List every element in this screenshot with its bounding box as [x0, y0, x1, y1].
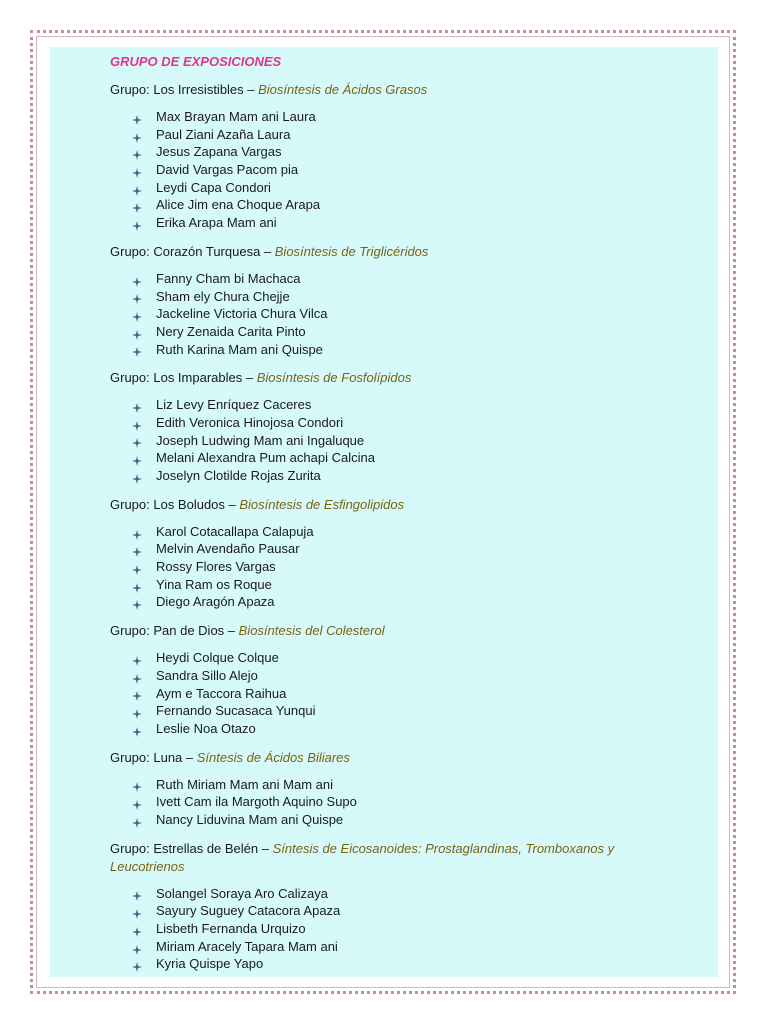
- group-section-6: [110, 749, 670, 829]
- group-list: [110, 81, 670, 973]
- sparkle-bullet-icon: [132, 562, 142, 572]
- member-list: [110, 108, 670, 232]
- member-name: Ruth Miriam Mam ani Mam ani: [156, 776, 333, 792]
- member-item: [132, 593, 670, 611]
- sparkle-bullet-icon: [132, 400, 142, 410]
- sparkle-bullet-icon: [132, 309, 142, 319]
- member-item: [132, 432, 670, 450]
- member-item: [132, 161, 670, 179]
- member-list: [110, 270, 670, 358]
- sparkle-bullet-icon: [132, 597, 142, 607]
- member-name: Erika Arapa Mam ani: [156, 215, 277, 231]
- member-name: Aym e Taccora Raihua: [156, 685, 287, 701]
- sparkle-bullet-icon: [132, 906, 142, 916]
- member-item: [132, 288, 670, 306]
- group-topic: Biosíntesis del Colesterol: [238, 623, 385, 639]
- sparkle-bullet-icon: [132, 924, 142, 934]
- member-name: Heydi Colque Colque: [156, 650, 279, 666]
- member-item: [132, 576, 670, 594]
- sparkle-bullet-icon: [132, 942, 142, 952]
- member-name: Leydi Capa Condori: [156, 179, 271, 195]
- sparkle-bullet-icon: [132, 344, 142, 354]
- group-label: Grupo: Corazón Turquesa –: [110, 243, 275, 259]
- sparkle-bullet-icon: [132, 418, 142, 428]
- member-name: Joselyn Clotilde Rojas Zurita: [156, 468, 321, 483]
- member-item: [132, 108, 670, 126]
- member-item: [132, 885, 670, 903]
- member-item: [132, 323, 670, 341]
- group-heading: [110, 243, 670, 261]
- member-name: Paul Ziani Azaña Laura: [156, 126, 291, 142]
- group-heading: [110, 840, 670, 876]
- sparkle-bullet-icon: [132, 653, 142, 663]
- sparkle-bullet-icon: [132, 706, 142, 716]
- group-label: Grupo: Los Irresistibles –: [110, 82, 259, 97]
- member-list: [110, 396, 670, 484]
- member-item: [132, 126, 670, 144]
- member-list: [110, 523, 670, 611]
- sparkle-bullet-icon: [132, 779, 142, 789]
- group-topic: Síntesis de Ácidos Biliares: [196, 749, 350, 765]
- sparkle-bullet-icon: [132, 815, 142, 825]
- member-name: Nery Zenaida Carita Pinto: [156, 323, 306, 339]
- member-item: [132, 793, 670, 811]
- member-name: Sham ely Chura Chejje: [156, 288, 290, 304]
- sparkle-bullet-icon: [132, 959, 142, 969]
- sparkle-bullet-icon: [132, 165, 142, 175]
- member-name: Alice Jim ena Choque Arapa: [156, 197, 321, 213]
- member-name: Melani Alexandra Pum achapi Calcina: [156, 450, 375, 466]
- group-heading: [110, 81, 670, 99]
- sparkle-bullet-icon: [132, 671, 142, 681]
- sparkle-bullet-icon: [132, 797, 142, 807]
- sparkle-bullet-icon: [132, 274, 142, 284]
- group-label: Grupo: Los Boludos –: [110, 496, 240, 512]
- member-name: Jackeline Victoria Chura Vilca: [156, 306, 328, 322]
- group-label: Grupo: Pan de Dios –: [110, 623, 239, 639]
- member-item: [132, 396, 670, 414]
- member-name: Rossy Flores Vargas: [156, 559, 276, 575]
- group-section-7: [110, 840, 670, 973]
- group-label: Grupo: Los Imparables –: [110, 370, 257, 386]
- group-topic: Biosíntesis de Ácidos Grasos: [258, 82, 428, 97]
- member-item: [132, 540, 670, 558]
- group-heading: [110, 369, 670, 387]
- member-item: [132, 523, 670, 541]
- member-item: [132, 685, 670, 703]
- sparkle-bullet-icon: [132, 688, 142, 698]
- member-name: Max Brayan Mam ani Laura: [156, 109, 316, 124]
- sparkle-bullet-icon: [132, 147, 142, 157]
- member-name: Jesus Zapana Vargas: [156, 144, 282, 160]
- member-item: [132, 649, 670, 667]
- member-name: Edith Veronica Hinojosa Condori: [156, 414, 344, 430]
- group-label: Grupo: Estrellas de Belén –: [110, 840, 273, 856]
- sparkle-bullet-icon: [132, 888, 142, 898]
- member-name: Ivett Cam ila Margoth Aquino Supo: [156, 794, 357, 810]
- member-name: Melvin Avendaño Pausar: [156, 541, 300, 557]
- sparkle-bullet-icon: [132, 291, 142, 301]
- sparkle-bullet-icon: [132, 112, 142, 122]
- member-name: Joseph Ludwing Mam ani Ingaluque: [156, 432, 365, 448]
- member-list: [110, 649, 670, 737]
- member-name: Liz Levy Enríquez Caceres: [156, 397, 312, 413]
- member-item: [132, 558, 670, 576]
- sparkle-bullet-icon: [132, 471, 142, 481]
- sparkle-bullet-icon: [132, 527, 142, 537]
- group-topic: Biosíntesis de Triglicéridos: [274, 243, 429, 259]
- sparkle-bullet-icon: [132, 544, 142, 554]
- sparkle-bullet-icon: [132, 183, 142, 193]
- member-item: [132, 341, 670, 359]
- sparkle-bullet-icon: [132, 218, 142, 228]
- group-section-5: [110, 622, 670, 737]
- sparkle-bullet-icon: [132, 453, 142, 463]
- member-name: Solangel Soraya Aro Calizaya: [156, 885, 328, 901]
- document-body: [110, 53, 670, 984]
- group-heading: [110, 622, 670, 640]
- member-item: [132, 449, 670, 467]
- member-item: [132, 196, 670, 214]
- member-item: [132, 305, 670, 323]
- member-item: [132, 143, 670, 161]
- sparkle-bullet-icon: [132, 435, 142, 445]
- sparkle-bullet-icon: [132, 327, 142, 337]
- group-topic: Biosíntesis de Fosfolípidos: [256, 370, 412, 386]
- group-heading: [110, 496, 670, 514]
- group-section-1: [110, 81, 670, 232]
- member-item: [132, 776, 670, 794]
- member-name: Lisbeth Fernanda Urquizo: [156, 921, 306, 936]
- group-section-4: [110, 496, 670, 611]
- member-item: [132, 920, 670, 938]
- member-name: Miriam Aracely Tapara Mam ani: [156, 938, 338, 954]
- group-heading: [110, 749, 670, 767]
- member-item: [132, 720, 670, 738]
- member-item: [132, 270, 670, 288]
- member-item: [132, 414, 670, 432]
- member-item: [132, 955, 670, 973]
- document-title: GRUPO DE EXPOSICIONES: [110, 54, 282, 69]
- member-item: [132, 938, 670, 956]
- member-name: Leslie Noa Otazo: [156, 720, 256, 736]
- member-list: [110, 885, 670, 973]
- sparkle-bullet-icon: [132, 200, 142, 210]
- member-name: Karol Cotacallapa Calapuja: [156, 523, 314, 539]
- sparkle-bullet-icon: [132, 130, 142, 140]
- member-name: Fanny Cham bi Machaca: [156, 270, 301, 286]
- member-name: David Vargas Pacom pia: [156, 162, 299, 178]
- member-item: [132, 667, 670, 685]
- member-name: Diego Aragón Apaza: [156, 594, 275, 610]
- member-name: Sandra Sillo Alejo: [156, 667, 258, 683]
- member-item: [132, 179, 670, 197]
- member-item: [132, 811, 670, 829]
- group-label: Grupo: Luna –: [110, 749, 197, 765]
- member-list: [110, 776, 670, 829]
- member-name: Yina Ram os Roque: [156, 576, 272, 592]
- member-item: [132, 702, 670, 720]
- member-item: [132, 467, 670, 485]
- sparkle-bullet-icon: [132, 580, 142, 590]
- group-topic: Biosíntesis de Esfingolipidos: [239, 496, 405, 512]
- group-section-3: [110, 369, 670, 484]
- member-name: Ruth Karina Mam ani Quispe: [156, 341, 323, 357]
- member-name: Nancy Liduvina Mam ani Quispe: [156, 811, 344, 827]
- sparkle-bullet-icon: [132, 724, 142, 734]
- member-item: [132, 214, 670, 232]
- member-name: Fernando Sucasaca Yunqui: [156, 703, 316, 719]
- member-name: Sayury Suguey Catacora Apaza: [156, 903, 341, 919]
- group-section-2: [110, 243, 670, 358]
- member-item: [132, 902, 670, 920]
- member-name: Kyria Quispe Yapo: [156, 956, 264, 972]
- group-topic: Síntesis de Eicosanoides: Prostaglandinas, Tromboxanos y Leucotrienos: [110, 840, 615, 874]
